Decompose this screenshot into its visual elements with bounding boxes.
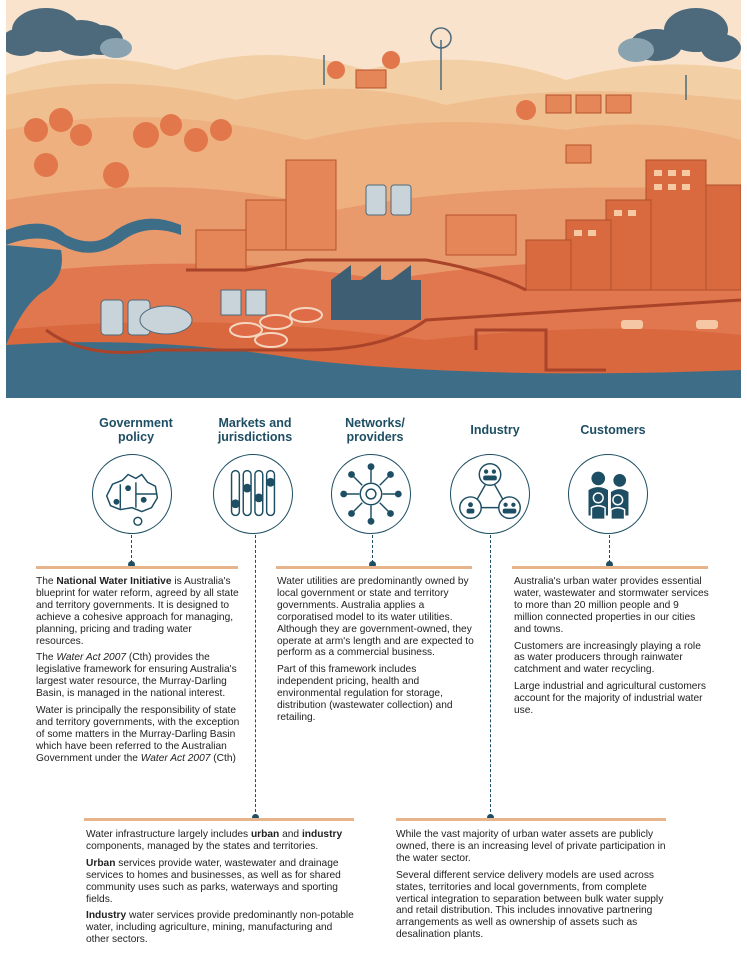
infrastructure-paragraph-3 (86, 910, 354, 946)
industry-services-bold: Industry (86, 910, 127, 922)
category-label-markets-jurisdictions: Markets and jurisdictions (217, 416, 293, 444)
divider-networks (276, 566, 472, 569)
category-label-government-policy: Government policy (99, 416, 173, 444)
government-paragraph-1 (36, 576, 241, 647)
government-p1-pre: The (36, 576, 57, 587)
divider-ownership (396, 818, 666, 821)
government-p3-pre: Water is principally the responsibility of state and territory governments, with the exception of some matters in the Murray-Darling Basin which have been referred to the Australian Government under the (36, 705, 240, 764)
sliders-icon (213, 454, 293, 534)
government-p1-post: is Australia's blueprint for water reform, agreed by all state and territory governments. It is designed to achieve a cohesive approach for managing, planning, pricing and trading water resources. (36, 576, 239, 647)
connector-industry (490, 535, 491, 817)
water-act-title-2: Water Act 2007 (140, 752, 211, 764)
divider-government (36, 566, 238, 569)
connector-government (131, 535, 132, 563)
connector-networks (372, 535, 373, 563)
connector-markets (255, 535, 256, 817)
category-label-customers: Customers (580, 423, 646, 437)
australia-map-icon (92, 454, 172, 534)
infrastructure-text (86, 829, 354, 951)
urban-bold: urban (250, 829, 280, 840)
ownership-text (396, 829, 666, 946)
networks-providers-text (277, 576, 474, 729)
government-p3-post: (Cth) (210, 752, 236, 764)
industry-bold: industry (301, 829, 343, 840)
infrastructure-p1-mid: and (279, 829, 302, 840)
customers-paragraph-2: Customers are increasingly playing a role as water producers through rainwater catchment and water recycling. (514, 640, 701, 676)
infrastructure-p1-post: components, managed by the states and territories. (86, 840, 319, 852)
water-act-title: Water Act 2007 (56, 652, 127, 664)
government-p2-post: (Cth) provides the legislative framework for ensuring Australia's largest water resource, the Murray-Darling Basin, is managed in the national interest. (36, 652, 237, 700)
urban-services-bold: Urban (86, 857, 116, 869)
ownership-paragraph-1: While the vast majority of urban water assets are publicly owned, there is an increasing level of private participation in the water sector. (396, 829, 666, 864)
national-water-initiative-text: National Water Initiative (56, 576, 172, 587)
government-policy-text (36, 576, 241, 770)
family-icon (568, 454, 648, 534)
infrastructure-p3-post: water services provide predominantly non-potable water, including agriculture, mining, manufacturing and other sectors. (86, 910, 354, 946)
government-p2-pre: The (36, 652, 57, 664)
customers-paragraph-1: Australia's urban water provides essential water, wastewater and stormwater services to more than 20 million people and 9 million connected properties in our cities and towns. (514, 576, 709, 635)
connector-customers (609, 535, 610, 563)
customers-paragraph-3: Large industrial and agricultural customers account for the majority of industrial water use. (514, 681, 706, 717)
water-landscape-illustration (6, 0, 741, 398)
infrastructure-p1-pre: Water infrastructure largely includes (86, 829, 251, 840)
infrastructure-paragraph-2 (86, 858, 354, 906)
category-label-networks-providers: Networks/ providers (345, 416, 405, 444)
ownership-paragraph-2: Several different service delivery models are used across states, territories and local governments, from complete vertical integration to separation between bulk water supply and retail distribution. This includes innovative partnering arrangements as well as ownership of assets such as desalination plants. (396, 869, 664, 941)
networks-paragraph-1: Water utilities are predominantly owned by local government or state and territory governments. Australia applies a corporatised model to its water utilities. Although they are government-owned, they operate at arm's length and are expected to perform as a commercial business. (277, 576, 474, 659)
networks-paragraph-2: Part of this framework includes independent pricing, health and environmental regulation for storage, distribution (wastewater collection) and retailing. (277, 664, 453, 723)
divider-customers (512, 566, 708, 569)
government-paragraph-3 (36, 705, 241, 765)
infrastructure-paragraph-1 (86, 829, 354, 853)
divider-infrastructure (84, 818, 354, 821)
infrastructure-p2-post: services provide water, wastewater and drainage services to homes and businesses, as well as for shared community uses such as parks, waterways and sporting fields. (86, 857, 341, 905)
government-paragraph-2 (36, 652, 241, 700)
customers-text (514, 576, 710, 722)
category-label-industry: Industry (470, 423, 520, 437)
network-gear-icon (331, 454, 411, 534)
industry-groups-icon (450, 454, 530, 534)
